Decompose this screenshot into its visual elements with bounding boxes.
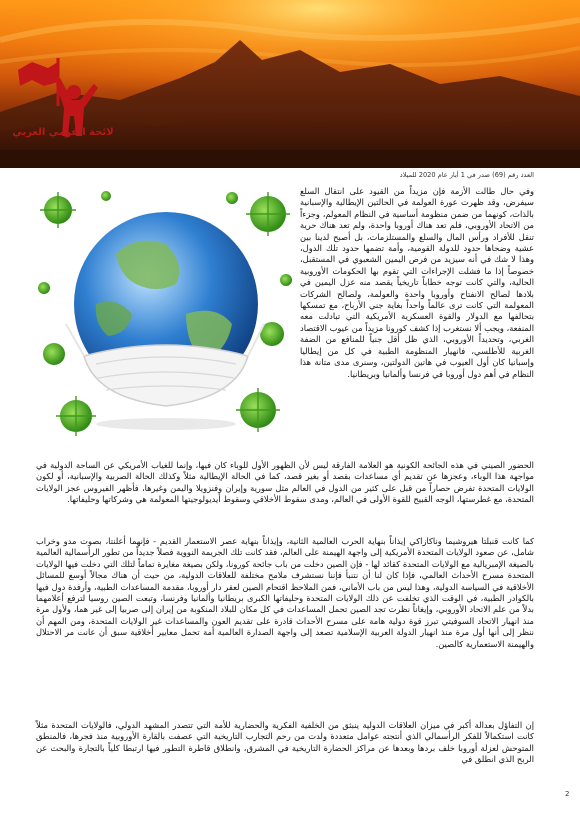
article-illustration: [36, 184, 294, 440]
globe-with-mask-image: [36, 184, 294, 440]
article-paragraph: كما كانت قنبلتا هيروشيما وناكازاكي إيذاناً بنهاية الحرب العالمية الثانية، وإيذاناً بنهاية عصر الاستعمار القديم - فإنهما أعلنتا، بصوت مدو وخراب شامل، عن صعود الولايات المتحدة الأمريكية إلى واجهة الهيمنة على العالم، فقد كانت تلك الجريمة النووية فصلاً جديداً من تطور الرأسمالية العالمية بالصيغة الإمبريالية مع الولايات المتحدة كقائد لها - فإن الصين دخلت من باب جائحة كورونا، ولكن بصيغة مغايرة تماماً لتلك التي دخلت فيها الولايات المتحدة مسرح الأحداث العالمي، فإذا كان لنا أن نتنبأ فإننا نستشرف ملامح مختلفة للعلاقات الدولية، من حيث أن هناك مجالاً أوسع للمسائل الأخلاقية في السياسة الدولية، وهذا ليس من باب الأماني، فمن الملاحظ اقتحام الصين لعقر دار أوروبا، مقدمة المساعدات الطبية، وأرفدة دول فيها بالكوادر الطبية، في الوقت الذي تخلفت عن ذلك الولايات المتحدة وحليفاتها الكبرى بريطانيا وألمانيا وفرنسا، وتبعت الصين روسيا لترفع أعلامهما بدلاً من علم الاتحاد الأوروبي، وإيغاناً نظرت تجد الصين تحمل المساعدات في كل مكان للبلاد المنكوبة من إيران إلى صربيا إلى غير هما، ولأول مرة منذ انهيار الاتحاد السوفيتي تبرز قوة دولية هامة على مسرح الأحداث قادرة على تقديم العون والمساعدات غير الولايات المتحدة، ومن المهم أن ننظر إلى أنها أول مرة منذ انهيار الدولة العربية الإسلامية تصعد إلى واجهة الصدارة العالمية أمة تحمل معايير أخلاقية سبق أن عانت مر الاحتلال والهيمنة الاستعمارية كالصين.: [36, 536, 534, 649]
page-number: 2: [565, 790, 570, 798]
article-paragraph: إن التفاؤل بعدالة أكبر في ميزان العلاقات الدولية ينبثق من الخلفية الفكرية والحضارية للأمة التي تتصدر المشهد الدولي، فالولايات المتحدة مثلاً كانت استكمالاً للفكر الرأسمالي الذي أنتجته عوامل متعددة ولدت من رحم التجارب التاريخية التي عصفت بالقارة الأوروبية منذ فجرها، فالمنطق المتوحش لعزلة أوروبا خلف بردها وبعدها عن مراكز الحضارة التاريخية في المشرق، وانطلاق قاطرة التطور فيها ارتبطا كلياً بالتجارة والبحث عن الربح الذي انطلق في: [36, 720, 534, 765]
issue-date-line: العدد رقم (69) صدر في 1 أيار عام 2020 للميلاد: [399, 171, 534, 179]
article-paragraph: وفي حال طالت الأزمة فإن مزيداً من القيود على انتقال السلع سيفرض، وقد ظهرت عورة العولمة في الحالتين الإيطالية والإسبانية بالذات، كونهما من ضمن منظومة أساسية في النظام المعولم، وجزءاً من الاتحاد الأوروبي، فلم تعد هناك أوروبا واحدة، ولم تعد هناك حرية تنقل للأفراد ورأس المال والسلع والمستلزمات، بل أصبح لدينا بين عشية وضحاها حدود للدولة القومية، وأمة تضمها حدود تلك الدول، وهذا لا شك في أنه سيزيد من فرص اليمين الشعبوي في المستقبل، خصوصاً إذا ما فشلت الإجراءات التي تقوم بها الحكومات الأوروبية الحالية، والتي كانت توجه خطاباً تاريخياً يقصد منه عزل اليمين في بلادها لصالح الانفتاح وأوروبا واحدة والعولمة، ولصالح الشركات المعولمة التي كانت ترى عالماً واحداً بغاية جني الأرباح، مع تمسكها بتحالفها مع الدولار والقوة العسكرية الأمريكية التي تبادلت معه المنفعة، ويجب ألا نستغرب إذا كشف كورونا مزيداً من عيوب الاقتصاد الغربي، وتحديداً الأوروبي، الذي ظل أقل جنياً للمنافع من الضفة الغربية للأطلسي، فانهيار المنظومة الطبية في كل من إيطاليا وإسبانيا كان أول العيوب في هاتين الدولتين، وسنرى مدى متانة هذا النظام في أهم دول أوروبا في فرنسا وألمانيا وبريطانيا.: [300, 186, 534, 379]
logo-text: لائحة القومي العربي: [12, 127, 114, 138]
article-paragraph: الحضور الصيني في هذه الجائحة الكونية هو العلامة الفارقة ليس لأن الظهور الأول للوباء كان فيها، وإنما للغياب الأمريكي عن الساحة الدولية في مواجهة هذا الوباء، وعجزها عن تقديم أي مساعدات بقصد أو بغير قصد، كما في الحالة الإيطالية مثلاً وكذلك الحالة الصربية والإسبانية، أو لكون الولايات المتحدة تفرض حصاراً من قبل على كثير من الدول في العالم مثل سورية وإيران وفنزويلا واليمن وغيرها، فأظهر الفيروس عجز الولايات المتحدة، مع غطرستها، الوجه القبيح للقوة الأولى في العالم، ومدى سقوط الأخلاقي وسقوط أيديولوجيتها المعولمة هي وشركاتها وحليفاتها.: [36, 460, 534, 505]
header-banner: [0, 0, 580, 168]
